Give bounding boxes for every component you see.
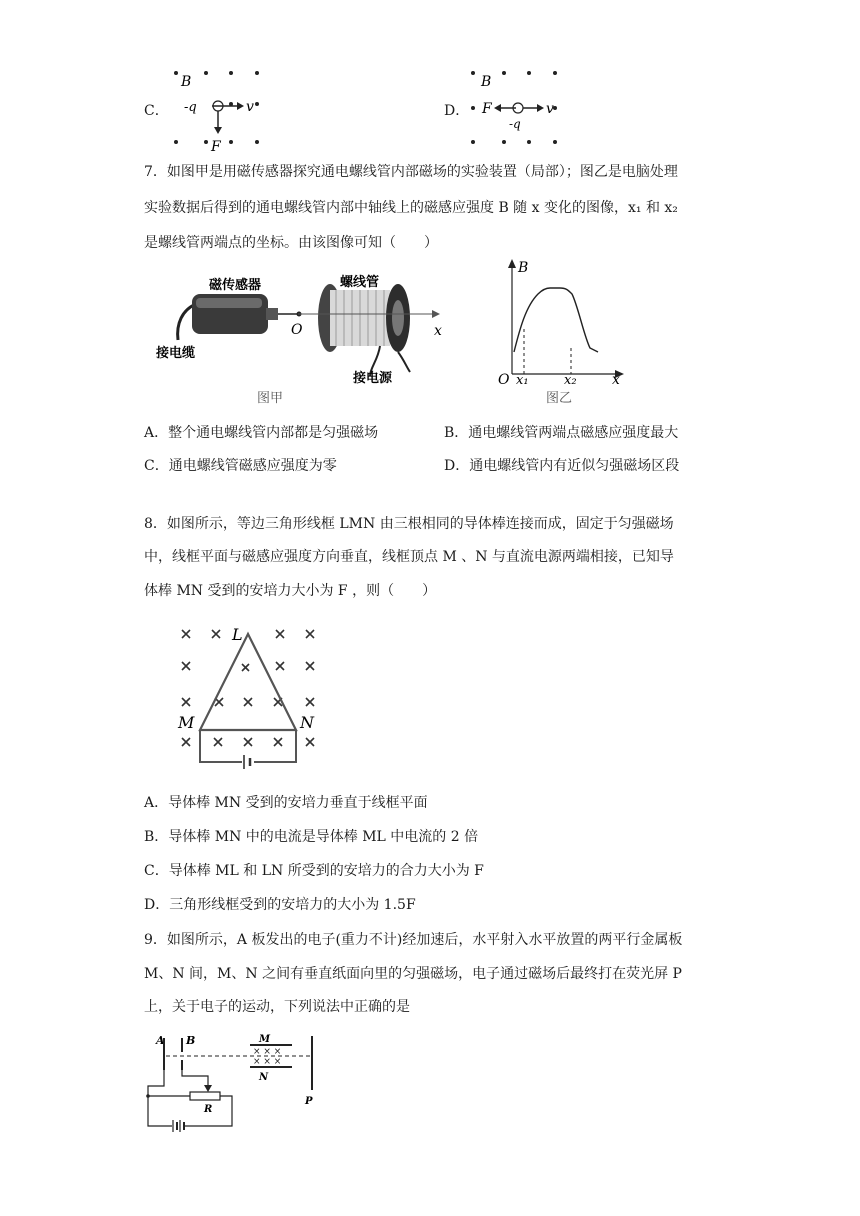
q6-figure-d — [468, 64, 578, 154]
x-label: x — [434, 323, 442, 339]
q7-option-b: B．通电螺线管两端点磁感应强度最大 — [444, 425, 679, 441]
q7-option-d: D．通电螺线管内有近似匀强磁场区段 — [444, 458, 680, 474]
triangle-frame — [200, 634, 296, 730]
q6-figure-c — [168, 64, 278, 154]
q9-figure — [142, 1030, 322, 1132]
b-axis-label: B — [518, 260, 529, 276]
q8-option-a: A．导体棒 MN 受到的安培力垂直于线框平面 — [144, 795, 428, 811]
solenoid — [318, 284, 410, 352]
q7-option-a: A．整个通电螺线管内部都是匀强磁场 — [144, 425, 379, 441]
magnetic-sensor — [192, 294, 278, 334]
plate-a-label: A — [156, 1034, 165, 1047]
q8-stem-line-1: 8．如图所示，等边三角形线框 LMN 由三根相同的导体棒连接而成，固定于匀强磁场 — [144, 516, 674, 532]
sensor-label: 磁传感器 — [209, 278, 262, 293]
battery — [173, 1120, 184, 1132]
power-label: 接电源 — [353, 371, 393, 386]
q7-figure-jia — [148, 268, 458, 408]
q6-option-d-label: D． — [444, 103, 470, 119]
q8-stem-line-3: 体棒 MN 受到的安培力大小为 F ，则（ ） — [144, 583, 437, 599]
rheostat-r — [190, 1092, 220, 1100]
q6-option-c-label: C． — [144, 103, 169, 119]
velocity-label: v — [246, 99, 254, 115]
plate-n-label: N — [259, 1072, 269, 1083]
x1-label: x₁ — [516, 373, 529, 388]
q8-option-d: D．三角形线框受到的安培力的大小为 1.5F — [144, 897, 416, 913]
field-b-label: B — [181, 74, 192, 90]
vertex-m-label: M — [178, 713, 195, 732]
q9-stem-line-1: 9．如图所示，A 板发出的电子(重力不计)经加速后，水平射入水平放置的两平行金属板 — [144, 932, 683, 948]
field-crosses — [253, 1047, 281, 1067]
rheostat-slider — [204, 1085, 212, 1092]
caption-yi: 图乙 — [546, 391, 573, 406]
q7-stem-line-1: 7．如图甲是用磁传感器探究通电螺线管内部磁场的实验装置（局部）；图乙是电脑处理 — [144, 164, 678, 180]
cable-label: 接电缆 — [156, 346, 196, 361]
field-b-label: B — [481, 74, 492, 90]
vertex-n-label: N — [300, 713, 314, 732]
rheostat-label: R — [204, 1104, 213, 1115]
q9-stem-line-2: M、N 间，M、N 之间有垂直纸面向里的匀强磁场，电子通过磁场后最终打在荧光屏 P — [144, 966, 682, 982]
q7-option-c: C．通电螺线管磁感应强度为零 — [144, 458, 337, 474]
velocity-label: v — [546, 101, 554, 117]
q7-stem-line-3: 是螺线管两端点的坐标。由该图像可知（ ） — [144, 235, 438, 251]
origin-label: O — [291, 322, 303, 338]
q8-stem-line-2: 中，线框平面与磁感应强度方向垂直，线框顶点 M 、N 与直流电源两端相接，已知导 — [144, 549, 674, 565]
force-label: F — [482, 101, 492, 117]
q7-figure-yi — [494, 256, 634, 406]
caption-jia: 图甲 — [257, 391, 284, 406]
origin-label: O — [498, 372, 510, 388]
svg-text:× × ×: × × × — [253, 1047, 282, 1057]
q9-stem-line-3: 上，关于电子的运动，下列说法中正确的是 — [144, 999, 410, 1015]
force-label: F — [211, 139, 221, 154]
q7-stem-line-2: 实验数据后得到的通电螺线管内部中轴线上的磁感应强度 B 随 x 变化的图像，x₁ 和 x₂ — [144, 200, 678, 216]
solenoid-label: 螺线管 — [340, 275, 380, 290]
vertex-l-label: L — [232, 625, 243, 644]
q8-option-b: B．导体棒 MN 中的电流是导体棒 ML 中电流的 2 倍 — [144, 829, 479, 845]
q8-option-c: C．导体棒 ML 和 LN 所受到的安培力的合力大小为 F — [144, 863, 484, 879]
charge-label: -q — [509, 117, 521, 131]
b-curve — [514, 288, 598, 352]
plate-b-label: B — [186, 1034, 196, 1047]
charge-label: -q — [184, 100, 197, 115]
x-label: x — [612, 372, 620, 388]
plate-m-label: M — [259, 1034, 271, 1045]
screen-p-label: P — [305, 1096, 313, 1107]
svg-text:× × ×: × × × — [253, 1057, 282, 1067]
q8-figure — [172, 622, 322, 772]
x2-label: x₂ — [564, 373, 577, 388]
